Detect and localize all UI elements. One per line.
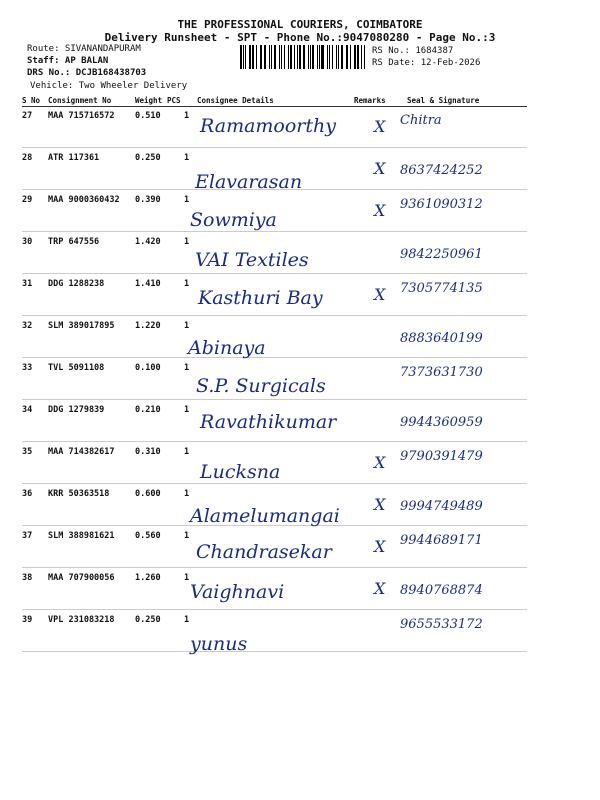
signature-phone: 7305774135 bbox=[400, 281, 483, 296]
row-pcs: 1 bbox=[184, 489, 190, 499]
row-weight: 0.510 bbox=[135, 111, 161, 121]
row-consignment-no: MAA 9000360432 bbox=[48, 195, 120, 205]
table-header bbox=[22, 94, 527, 107]
row-weight: 1.220 bbox=[135, 321, 161, 331]
row-consignment-no: TRP 647556 bbox=[48, 237, 100, 247]
row-pcs: 1 bbox=[184, 573, 190, 583]
table-row bbox=[22, 527, 527, 568]
row-pcs: 1 bbox=[184, 615, 190, 625]
handwritten-consignee-name: yunus bbox=[190, 633, 248, 655]
handwritten-consignee-name: Vaighnavi bbox=[190, 581, 285, 603]
row-sno: 36 bbox=[22, 489, 33, 499]
table-row bbox=[22, 611, 527, 655]
table-row bbox=[22, 401, 527, 442]
row-sno: 37 bbox=[22, 531, 33, 541]
signature-phone: 8940768874 bbox=[400, 583, 483, 598]
remarks-mark: X bbox=[374, 537, 386, 556]
row-pcs: 1 bbox=[184, 195, 190, 205]
signature-phone: 8883640199 bbox=[400, 331, 483, 346]
table-row bbox=[22, 149, 527, 193]
remarks-mark: X bbox=[374, 453, 386, 472]
row-sno: 27 bbox=[22, 111, 33, 121]
col-remarks: Remarks bbox=[354, 96, 386, 105]
col-consignment: Consignment No bbox=[48, 96, 112, 105]
row-sno: 39 bbox=[22, 615, 33, 625]
row-weight: 0.310 bbox=[135, 447, 161, 457]
rs-date: RS Date: 12-Feb-2026 bbox=[372, 58, 481, 68]
drs-number: DRS No.: DCJB168438703 bbox=[27, 68, 147, 78]
row-weight: 1.410 bbox=[135, 279, 161, 289]
barcode-image bbox=[240, 45, 366, 69]
staff-label: Staff: AP BALAN bbox=[27, 56, 109, 66]
signature-phone: 9790391479 bbox=[400, 449, 483, 464]
signature-phone: 9944360959 bbox=[400, 415, 483, 430]
row-pcs: 1 bbox=[184, 279, 190, 289]
row-pcs: 1 bbox=[184, 363, 190, 373]
handwritten-consignee-name: Ravathikumar bbox=[200, 411, 337, 433]
remarks-mark: X bbox=[374, 201, 386, 220]
row-pcs: 1 bbox=[184, 447, 190, 457]
handwritten-consignee-name: Elavarasan bbox=[195, 171, 303, 193]
row-weight: 0.560 bbox=[135, 531, 161, 541]
table-row bbox=[22, 275, 527, 316]
remarks-mark: X bbox=[374, 117, 386, 136]
table-row bbox=[22, 317, 527, 358]
row-weight: 1.420 bbox=[135, 237, 161, 247]
row-weight: 0.390 bbox=[135, 195, 161, 205]
row-sno: 31 bbox=[22, 279, 33, 289]
signature-phone: 9994749489 bbox=[400, 499, 483, 514]
remarks-mark: X bbox=[374, 579, 386, 598]
table-row bbox=[22, 107, 527, 148]
col-seal: Seal & Signature bbox=[407, 96, 480, 105]
signature-phone: 7373631730 bbox=[400, 365, 483, 380]
table-row bbox=[22, 233, 527, 274]
row-sno: 28 bbox=[22, 153, 33, 163]
row-sno: 29 bbox=[22, 195, 33, 205]
runsheet-subtitle: Delivery Runsheet - SPT - Phone No.:9047080280 - Page No.:3 bbox=[104, 31, 496, 44]
col-sno: S No bbox=[22, 96, 41, 105]
row-sno: 30 bbox=[22, 237, 33, 247]
row-sno: 32 bbox=[22, 321, 33, 331]
table-row bbox=[22, 359, 527, 400]
row-pcs: 1 bbox=[184, 237, 190, 247]
row-weight: 0.100 bbox=[135, 363, 161, 373]
row-sno: 33 bbox=[22, 363, 33, 373]
row-consignment-no: KRR 50363518 bbox=[48, 489, 110, 499]
handwritten-consignee-name: Chandrasekar bbox=[196, 541, 332, 563]
remarks-mark: X bbox=[374, 285, 386, 304]
row-weight: 0.250 bbox=[135, 153, 161, 163]
table-row bbox=[22, 191, 527, 232]
rs-number: RS No.: 1684387 bbox=[372, 46, 454, 56]
table-row bbox=[22, 443, 527, 484]
row-consignment-no: TVL 5091108 bbox=[48, 363, 105, 373]
row-sno: 35 bbox=[22, 447, 33, 457]
signature-phone: 9944689171 bbox=[400, 533, 483, 548]
col-pcs: PCS bbox=[167, 96, 181, 105]
row-consignment-no: MAA 714382617 bbox=[48, 447, 115, 457]
row-weight: 0.210 bbox=[135, 405, 161, 415]
row-consignment-no: DDG 1279839 bbox=[48, 405, 105, 415]
remarks-mark: X bbox=[374, 159, 386, 178]
table-row bbox=[22, 485, 527, 526]
row-pcs: 1 bbox=[184, 531, 190, 541]
row-pcs: 1 bbox=[184, 321, 190, 331]
row-pcs: 1 bbox=[184, 153, 190, 163]
row-sno: 38 bbox=[22, 573, 33, 583]
row-weight: 0.600 bbox=[135, 489, 161, 499]
row-weight: 0.250 bbox=[135, 615, 161, 625]
row-consignment-no: VPL 231083218 bbox=[48, 615, 115, 625]
row-weight: 1.260 bbox=[135, 573, 161, 583]
row-consignment-no: SLM 388981621 bbox=[48, 531, 115, 541]
row-consignment-no: MAA 715716572 bbox=[48, 111, 115, 121]
signature-phone: 9655533172 bbox=[400, 617, 483, 632]
route-label: Route: SIVANANDAPURAM bbox=[27, 44, 141, 54]
handwritten-consignee-name: VAI Textiles bbox=[195, 249, 309, 271]
row-pcs: 1 bbox=[184, 111, 190, 121]
signature-phone: Chitra bbox=[400, 113, 442, 128]
row-pcs: 1 bbox=[184, 405, 190, 415]
vehicle-label: Vehicle: Two Wheeler Delivery bbox=[30, 81, 188, 91]
col-consignee: Consignee Details bbox=[197, 96, 274, 105]
remarks-mark: X bbox=[374, 495, 386, 514]
handwritten-consignee-name: Ramamoorthy bbox=[200, 115, 336, 137]
table-row bbox=[22, 569, 527, 610]
row-consignment-no: DDG 1288238 bbox=[48, 279, 105, 289]
signature-phone: 8637424252 bbox=[400, 163, 483, 178]
row-consignment-no: ATR 117361 bbox=[48, 153, 100, 163]
col-weight: Weight bbox=[135, 96, 163, 105]
signature-phone: 9842250961 bbox=[400, 247, 483, 262]
handwritten-consignee-name: Abinaya bbox=[188, 337, 266, 359]
signature-phone: 9361090312 bbox=[400, 197, 483, 212]
handwritten-consignee-name: Kasthuri Bay bbox=[198, 287, 323, 309]
handwritten-consignee-name: Alamelumangai bbox=[190, 505, 340, 527]
handwritten-consignee-name: Lucksna bbox=[200, 461, 281, 483]
handwritten-consignee-name: S.P. Surgicals bbox=[196, 375, 326, 397]
row-consignment-no: MAA 707900056 bbox=[48, 573, 115, 583]
row-sno: 34 bbox=[22, 405, 33, 415]
row-consignment-no: SLM 389017895 bbox=[48, 321, 115, 331]
company-title: THE PROFESSIONAL COURIERS, COIMBATORE bbox=[177, 18, 423, 31]
handwritten-consignee-name: Sowmiya bbox=[190, 209, 277, 231]
